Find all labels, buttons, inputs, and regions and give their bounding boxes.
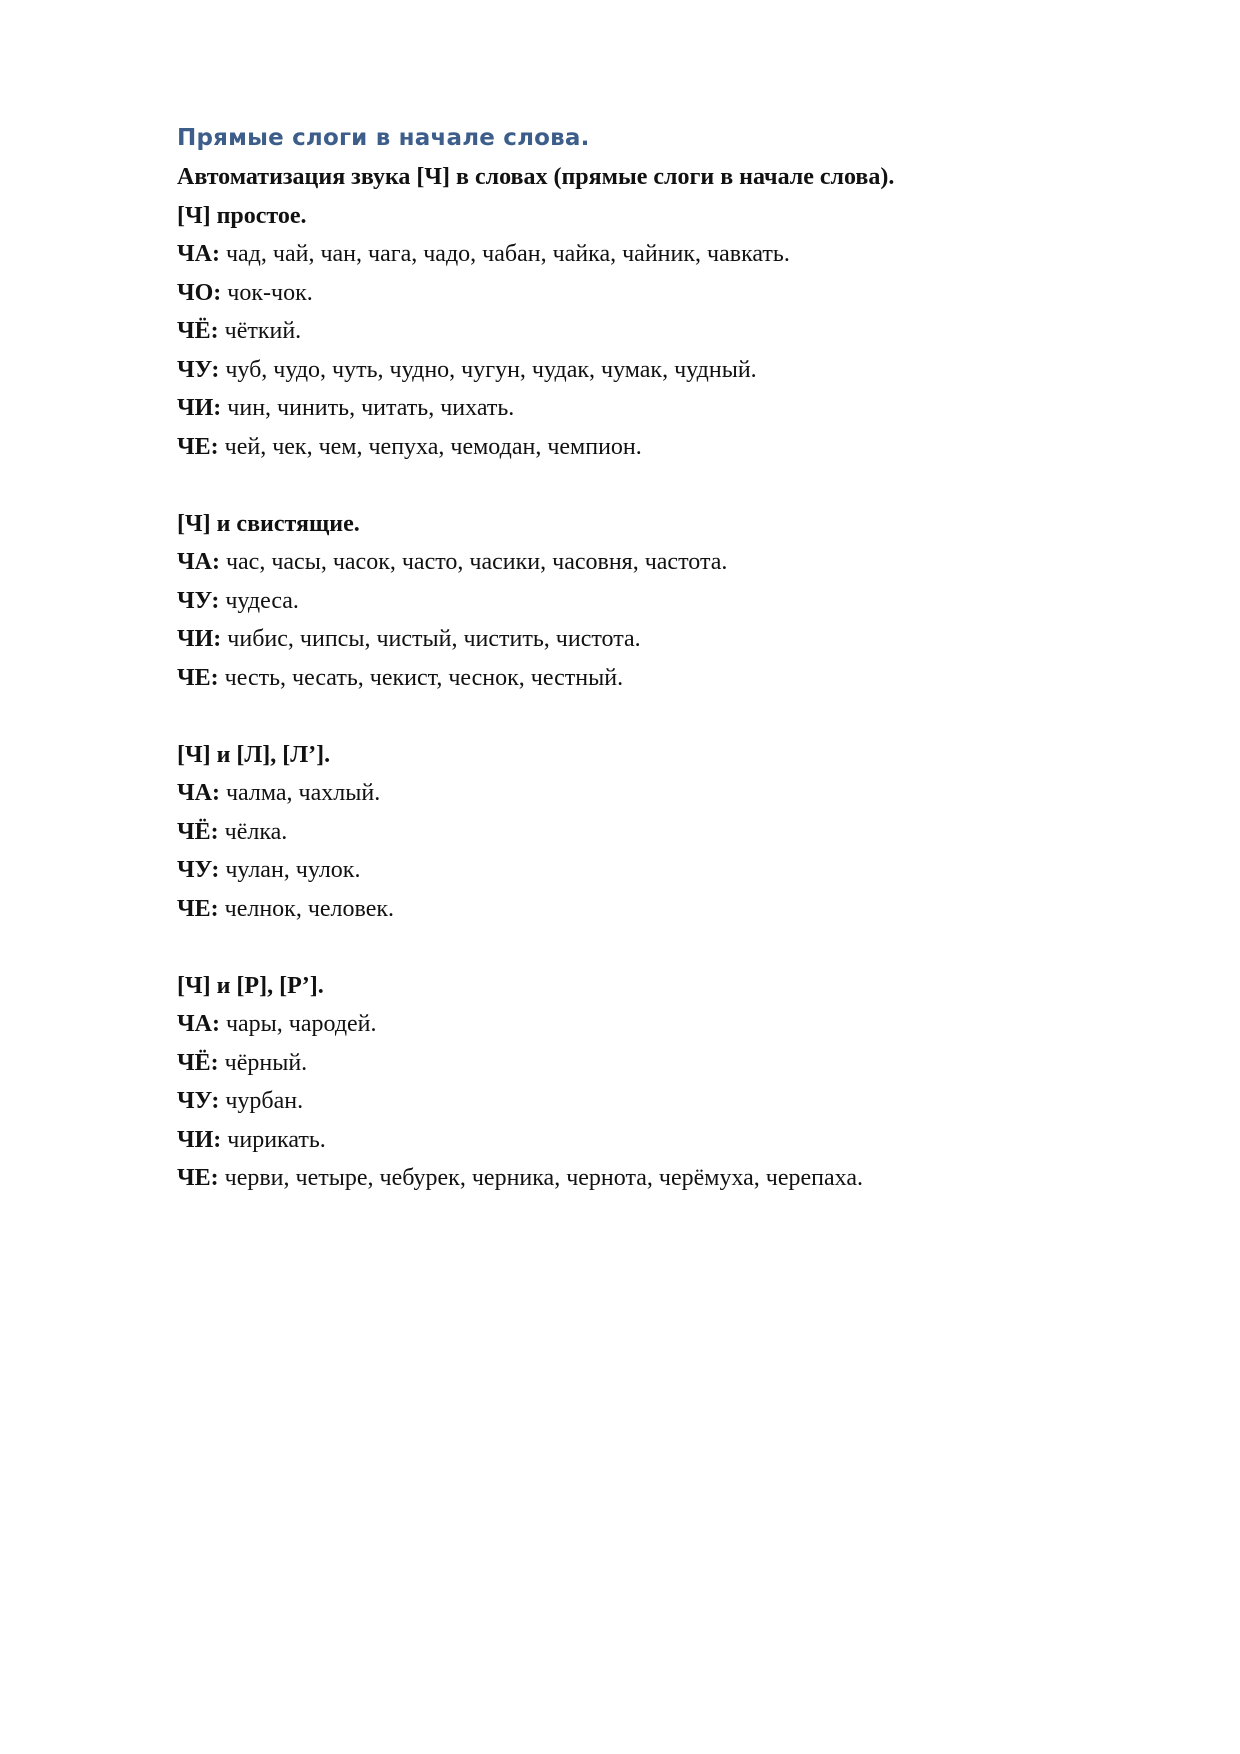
syllable-label: ЧЕ: xyxy=(177,1165,219,1191)
word-list: час, часы, часок, часто, часики, часовня, частота. xyxy=(219,549,728,575)
syllable-label: ЧЁ: xyxy=(177,818,219,845)
syllable-label: ЧЁ: xyxy=(177,318,219,344)
word-row xyxy=(177,235,1137,274)
syllable-label: ЧА: xyxy=(177,549,220,575)
syllable-label: ЧА: xyxy=(177,241,220,267)
word-list: чок-чок. xyxy=(221,279,313,306)
word-row xyxy=(177,1044,1137,1083)
section-sibilants xyxy=(177,505,1137,698)
word-row xyxy=(177,582,1137,621)
word-row xyxy=(177,351,1137,390)
word-list: чёлка. xyxy=(218,818,288,845)
syllable-label: ЧО: xyxy=(177,279,222,306)
syllable-label: ЧИ: xyxy=(177,1126,222,1153)
syllable-label: ЧЕ: xyxy=(177,433,219,460)
syllable-label: ЧА: xyxy=(177,1011,220,1037)
syllable-label: ЧЕ: xyxy=(177,664,219,691)
syllable-label: ЧИ: xyxy=(177,395,222,421)
word-list: чалма, чахлый. xyxy=(219,780,381,806)
syllable-label: ЧУ: xyxy=(177,587,220,614)
section-simple xyxy=(177,197,1137,467)
word-list: челнок, человек. xyxy=(218,895,395,922)
word-list: чёткий. xyxy=(218,318,302,344)
word-list: чурбан. xyxy=(219,1088,304,1114)
word-list: чуб, чудо, чуть, чудно, чугун, чудак, чумак, чудный. xyxy=(219,356,757,383)
syllable-label: ЧА: xyxy=(177,780,220,806)
syllable-label: ЧУ: xyxy=(177,857,220,883)
section-title: [Ч] и свистящие. xyxy=(177,510,360,537)
word-row xyxy=(177,312,1137,351)
section-l xyxy=(177,736,1137,929)
syllable-label: ЧЁ: xyxy=(177,1049,219,1076)
word-row xyxy=(177,1159,1137,1198)
word-row xyxy=(177,543,1137,582)
word-row xyxy=(177,1121,1137,1160)
section-title: [Ч] и [Р], [Р’]. xyxy=(177,972,324,999)
word-list: чин, чинить, читать, чихать. xyxy=(221,395,515,421)
word-row xyxy=(177,1005,1137,1044)
word-list: черви, четыре, чебурек, черника, чернота, черёмуха, черепаха. xyxy=(218,1165,863,1191)
word-list: чирикать. xyxy=(221,1126,326,1153)
document-page xyxy=(177,118,1137,1198)
section-spacer xyxy=(177,928,1137,967)
word-row xyxy=(177,389,1137,428)
section-r xyxy=(177,967,1137,1198)
word-row xyxy=(177,851,1137,890)
section-spacer xyxy=(177,466,1137,505)
word-list: чудеса. xyxy=(219,587,299,614)
document-subtitle: Автоматизация звука [Ч] в словах (прямые слоги в начале слова). xyxy=(177,164,895,190)
word-row xyxy=(177,1082,1137,1121)
section-title: [Ч] и [Л], [Л’]. xyxy=(177,741,331,768)
syllable-label: ЧЕ: xyxy=(177,895,219,922)
syllable-label: ЧУ: xyxy=(177,1088,220,1114)
syllable-label: ЧИ: xyxy=(177,626,222,652)
word-list: честь, чесать, чекист, чеснок, честный. xyxy=(218,664,624,691)
word-list: чёрный. xyxy=(218,1049,308,1076)
word-row xyxy=(177,813,1137,852)
word-list: чары, чародей. xyxy=(219,1011,377,1037)
word-row xyxy=(177,620,1137,659)
word-row xyxy=(177,890,1137,929)
word-row xyxy=(177,274,1137,313)
section-spacer xyxy=(177,697,1137,736)
word-list: чад, чай, чан, чага, чадо, чабан, чайка, чайник, чавкать. xyxy=(219,241,790,267)
word-row xyxy=(177,428,1137,467)
syllable-label: ЧУ: xyxy=(177,356,220,383)
word-list: чей, чек, чем, чепуха, чемодан, чемпион. xyxy=(218,433,642,460)
word-list: чулан, чулок. xyxy=(219,857,361,883)
section-title: [Ч] простое. xyxy=(177,202,307,229)
word-row xyxy=(177,774,1137,813)
page-heading: Прямые слоги в начале слова. xyxy=(177,125,590,151)
word-row xyxy=(177,659,1137,698)
word-list: чибис, чипсы, чистый, чистить, чистота. xyxy=(221,626,641,652)
